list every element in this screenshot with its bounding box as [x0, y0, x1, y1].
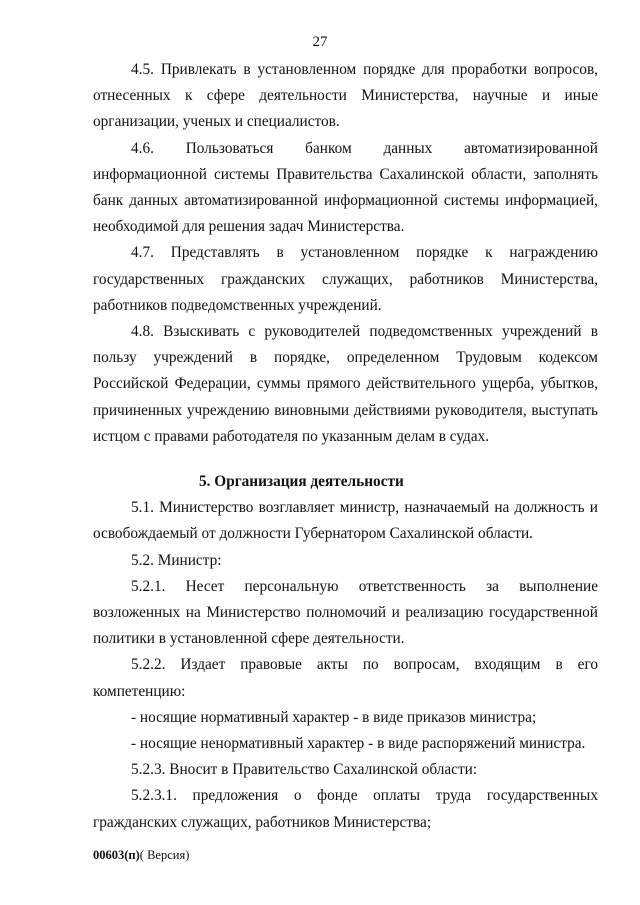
paragraph-5-1: 5.1. Министерство возглавляет министр, назначаемый на должность и освобождаемый от должности Губернатором Сахалинской области.	[93, 499, 598, 543]
paragraph-5-2-2: 5.2.2. Издает правовые акты по вопросам, входящим в его компетенцию:	[93, 656, 598, 700]
page-number: 27	[312, 34, 328, 50]
paragraph-4-6: 4.6. Пользоваться банком данных автоматизированной информационной системы Правительства Сахалинской области, заполнять банк данных автоматизированной информационной системы информацией, необходимой для решения задач Министерства.	[93, 139, 598, 236]
paragraph-4-7: 4.7. Представлять в установленном порядке к награждению государственных гражданских служащих, работников Министерства, работников подведомственных учреждений.	[93, 244, 598, 314]
document-body	[93, 57, 598, 836]
list-item-normative: - носящие нормативный характер - в виде приказов министра;	[131, 708, 537, 726]
paragraph-5-2-1: 5.2.1. Несет персональную ответственность за выполнение возложенных на Министерство полномочий и реализацию государственной политики в установленной сфере деятельности.	[93, 577, 598, 648]
document-code: 00603(п)	[93, 848, 140, 862]
document-version: ( Версия)	[139, 848, 190, 862]
paragraph-4-8: 4.8. Взыскивать с руководителей подведомственных учреждений в пользу учреждений в порядке, определенном Трудовым кодексом Российской Федерации, суммы прямого действительного ущерба, убытков, причиненных учреждению виновными действиями руководителя, выступать истцом с правами работодателя по указанным делам в судах.	[93, 323, 598, 445]
document-footer	[93, 848, 189, 863]
section-heading-5: 5. Организация деятельности	[199, 473, 404, 491]
list-item-non-normative: - носящие ненормативный характер - в виде распоряжений министра.	[131, 735, 586, 753]
paragraph-4-5: 4.5. Привлекать в установленном порядке для проработки вопросов, отнесенных к сфере деятельности Министерства, научные и иные организации, ученых и специалистов.	[93, 61, 598, 131]
paragraph-5-2-3-1: 5.2.3.1. предложения о фонде оплаты труда государственных гражданских служащих, работников Министерства;	[93, 787, 598, 831]
paragraph-5-2: 5.2. Министр:	[131, 551, 222, 569]
paragraph-5-2-3: 5.2.3. Вносит в Правительство Сахалинской области:	[131, 761, 478, 779]
